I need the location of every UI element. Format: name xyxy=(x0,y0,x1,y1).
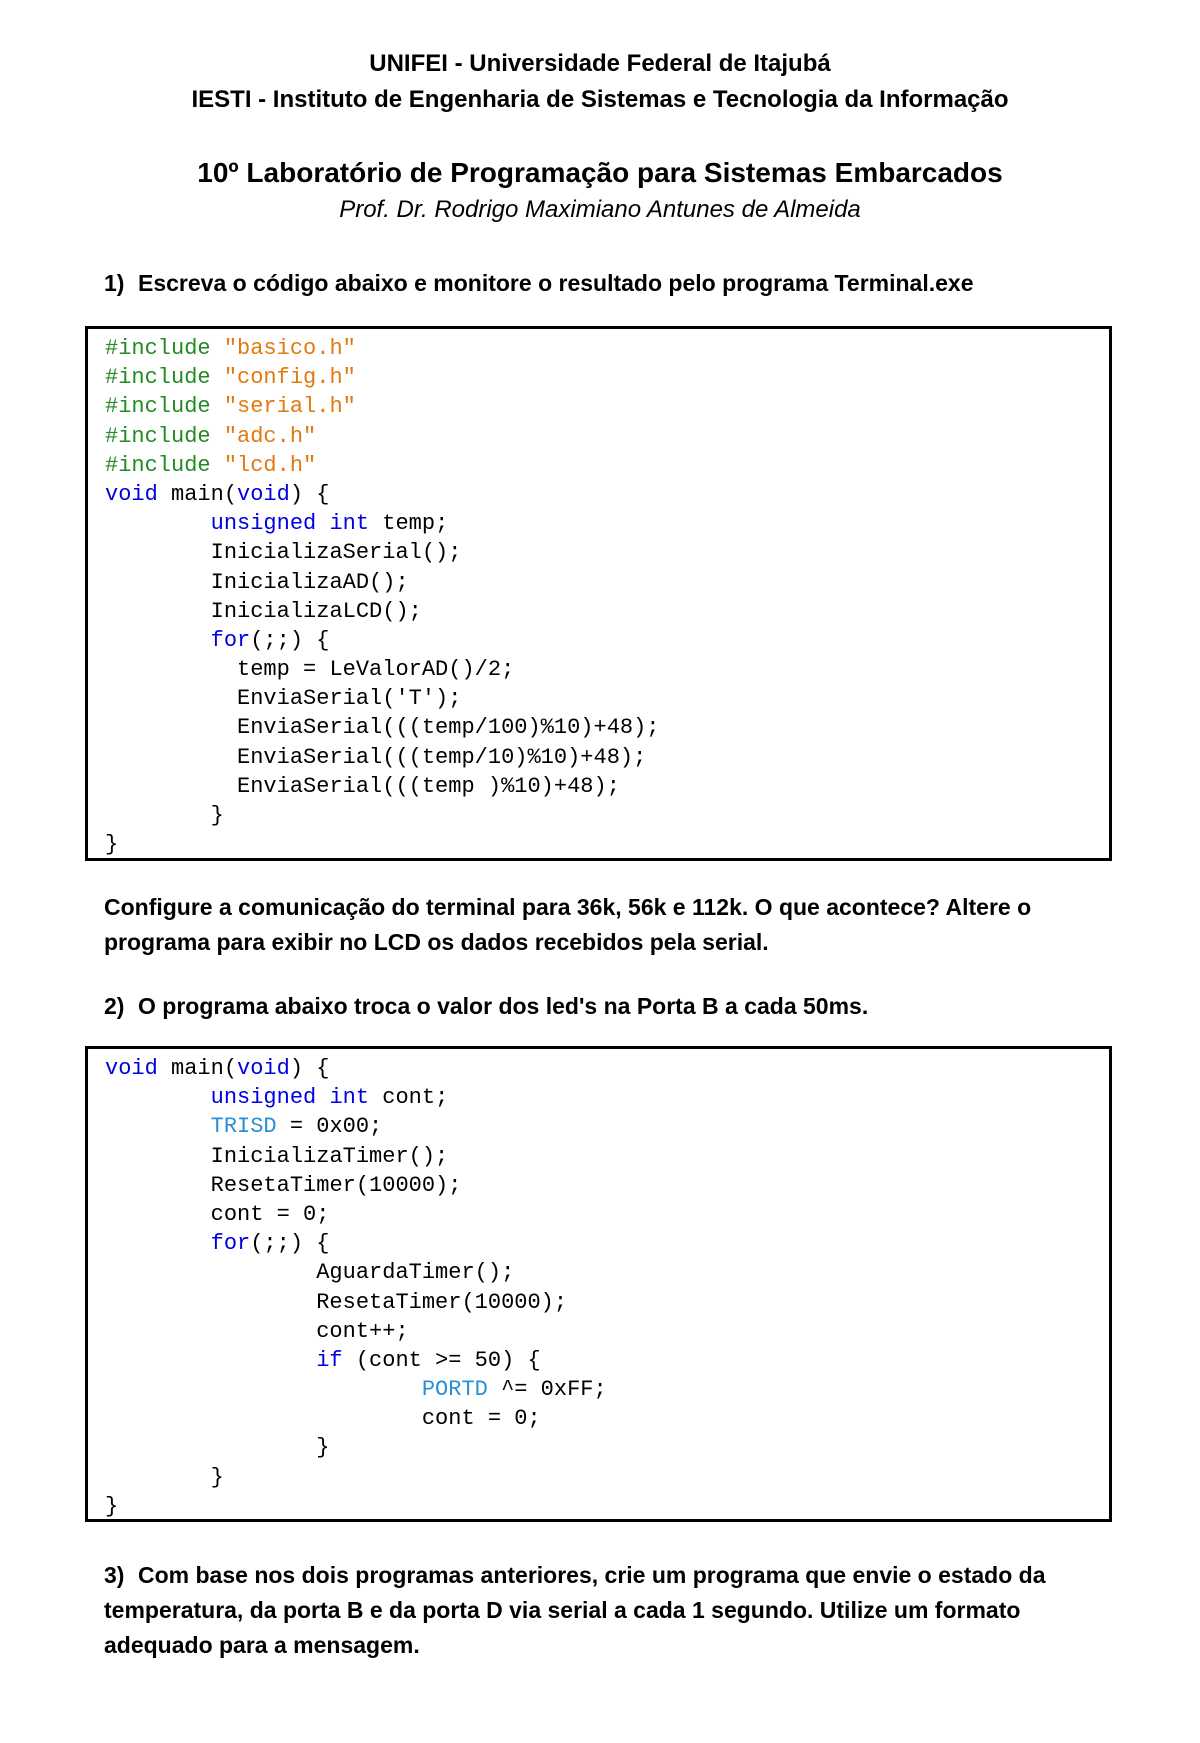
code-token: unsigned xyxy=(210,511,317,537)
code-line xyxy=(105,451,660,480)
code-token: main( xyxy=(157,1056,238,1081)
code-token: main( xyxy=(157,481,238,507)
code-token: int xyxy=(329,511,370,537)
code-token: (;;) { xyxy=(250,627,330,653)
code-token: InicializaAD(); xyxy=(105,569,409,595)
code-token: void xyxy=(105,1056,158,1081)
code-line xyxy=(105,1463,607,1492)
code-line xyxy=(105,363,660,392)
code-token xyxy=(105,1377,422,1402)
code-token xyxy=(105,628,211,653)
code-token xyxy=(316,511,329,536)
code-line xyxy=(105,1112,607,1141)
code-token: cont++; xyxy=(105,1318,409,1344)
code-line xyxy=(105,743,660,772)
question-text: O programa abaixo troca o valor dos led's na Porta B a cada 50ms. xyxy=(138,993,869,1019)
code-token: cont; xyxy=(369,1085,449,1111)
code-token: unsigned xyxy=(210,1085,317,1111)
question-3 xyxy=(104,1558,1114,1663)
code-token: (cont >= 50) { xyxy=(342,1347,541,1373)
code-line xyxy=(105,1433,607,1462)
code-line xyxy=(105,509,660,538)
code-token: InicializaLCD(); xyxy=(105,598,422,624)
code-token xyxy=(316,1085,329,1110)
code-token: ) { xyxy=(289,481,330,507)
code-token xyxy=(105,1348,316,1373)
code-line xyxy=(105,1317,607,1346)
code-line xyxy=(105,1375,607,1404)
code-token: ResetaTimer(10000); xyxy=(105,1172,462,1198)
code-token: ) { xyxy=(289,1056,330,1081)
code-line xyxy=(105,1288,607,1317)
code-listing-1 xyxy=(105,334,660,859)
code-line xyxy=(105,1258,607,1287)
question-number: 2) xyxy=(104,993,125,1019)
code-line xyxy=(105,1346,607,1375)
code-token: (;;) { xyxy=(250,1231,330,1257)
code-line xyxy=(105,801,660,830)
code-token: } xyxy=(105,803,224,828)
code-line xyxy=(105,392,660,421)
code-token: #include xyxy=(105,423,224,449)
code-token xyxy=(105,511,211,536)
code-line xyxy=(105,713,660,742)
code-listing-2 xyxy=(105,1054,607,1521)
code-line xyxy=(105,334,660,363)
code-line xyxy=(105,772,660,801)
code-line xyxy=(105,538,660,567)
document-author: Prof. Dr. Rodrigo Maximiano Antunes de Almeida xyxy=(339,196,861,223)
question-2 xyxy=(104,989,1114,1024)
question-text: Com base nos dois programas anteriores, crie um programa que envie o estado da temperatura, da porta B e da porta D via serial a cada 1 segundo. Utilize um formato adequado para a mensagem. xyxy=(104,1562,1046,1658)
code-line xyxy=(105,568,660,597)
code-token: "config.h" xyxy=(223,365,356,391)
code-token: EnviaSerial(((temp )%10)+48); xyxy=(105,773,620,799)
university-header: UNIFEI - Universidade Federal de Itajubá xyxy=(369,50,831,77)
code-block-1 xyxy=(85,326,1112,861)
question-text: Escreva o código abaixo e monitore o resultado pelo programa Terminal.exe xyxy=(138,270,974,296)
question-number: 3) xyxy=(104,1562,125,1588)
code-line xyxy=(105,655,660,684)
code-token: #include xyxy=(105,394,224,420)
code-line xyxy=(105,597,660,626)
code-token: ResetaTimer(10000); xyxy=(105,1289,568,1315)
code-line xyxy=(105,422,660,451)
code-token: } xyxy=(105,1493,119,1519)
question-number: 1) xyxy=(104,270,125,296)
code-token: } xyxy=(105,1435,330,1461)
institute-header: IESTI - Instituto de Engenharia de Sistemas e Tecnologia da Informação xyxy=(191,86,1009,113)
document-title: 10º Laboratório de Programação para Sistemas Embarcados xyxy=(197,157,1003,188)
code-token: for xyxy=(210,1231,251,1257)
code-line xyxy=(105,626,660,655)
code-token: temp = LeValorAD()/2; xyxy=(105,657,515,683)
code-token: ^= 0xFF; xyxy=(487,1377,607,1403)
code-token: PORTD xyxy=(421,1377,488,1403)
code-line xyxy=(105,1171,607,1200)
code-token: "lcd.h" xyxy=(223,452,317,478)
code-token: InicializaTimer(); xyxy=(105,1143,449,1169)
question-1 xyxy=(104,266,1114,301)
code-token xyxy=(105,1231,211,1256)
code-token: int xyxy=(329,1085,370,1111)
code-token xyxy=(105,1085,211,1110)
code-token: "adc.h" xyxy=(223,423,317,449)
code-token: EnviaSerial('T'); xyxy=(105,686,462,712)
code-line xyxy=(105,830,660,859)
code-token: = 0x00; xyxy=(276,1114,383,1140)
code-token: cont = 0; xyxy=(105,1406,541,1432)
code-token: EnviaSerial(((temp/100)%10)+48); xyxy=(105,715,660,741)
code-token: "serial.h" xyxy=(223,394,356,420)
code-token: void xyxy=(237,481,290,507)
code-line xyxy=(105,684,660,713)
code-token: InicializaSerial(); xyxy=(105,540,462,566)
code-token: #include xyxy=(105,365,224,391)
code-block-2 xyxy=(85,1046,1112,1522)
code-line xyxy=(105,1229,607,1258)
code-line xyxy=(105,1054,607,1083)
instruction-paragraph: Configure a comunicação do terminal para 36k, 56k e 112k. O que acontece? Altere o programa para exibir no LCD os dados recebidos pela serial. xyxy=(104,894,1032,955)
code-token: cont = 0; xyxy=(105,1201,330,1227)
code-token: AguardaTimer(); xyxy=(105,1260,515,1286)
code-token: #include xyxy=(105,336,224,361)
code-token: void xyxy=(237,1056,290,1081)
code-line xyxy=(105,1142,607,1171)
code-token: if xyxy=(316,1347,343,1373)
code-token: "basico.h" xyxy=(223,336,356,361)
code-token: #include xyxy=(105,452,224,478)
code-line xyxy=(105,1492,607,1521)
code-token: void xyxy=(105,481,158,507)
code-token: TRISD xyxy=(210,1114,277,1140)
code-token: } xyxy=(105,1464,224,1490)
code-line xyxy=(105,480,660,509)
code-token: for xyxy=(210,627,251,653)
code-token xyxy=(105,1114,211,1139)
code-line xyxy=(105,1200,607,1229)
code-line xyxy=(105,1083,607,1112)
code-token: } xyxy=(105,832,119,858)
code-token: temp; xyxy=(369,511,449,537)
code-token: EnviaSerial(((temp/10)%10)+48); xyxy=(105,744,647,770)
code-line xyxy=(105,1404,607,1433)
